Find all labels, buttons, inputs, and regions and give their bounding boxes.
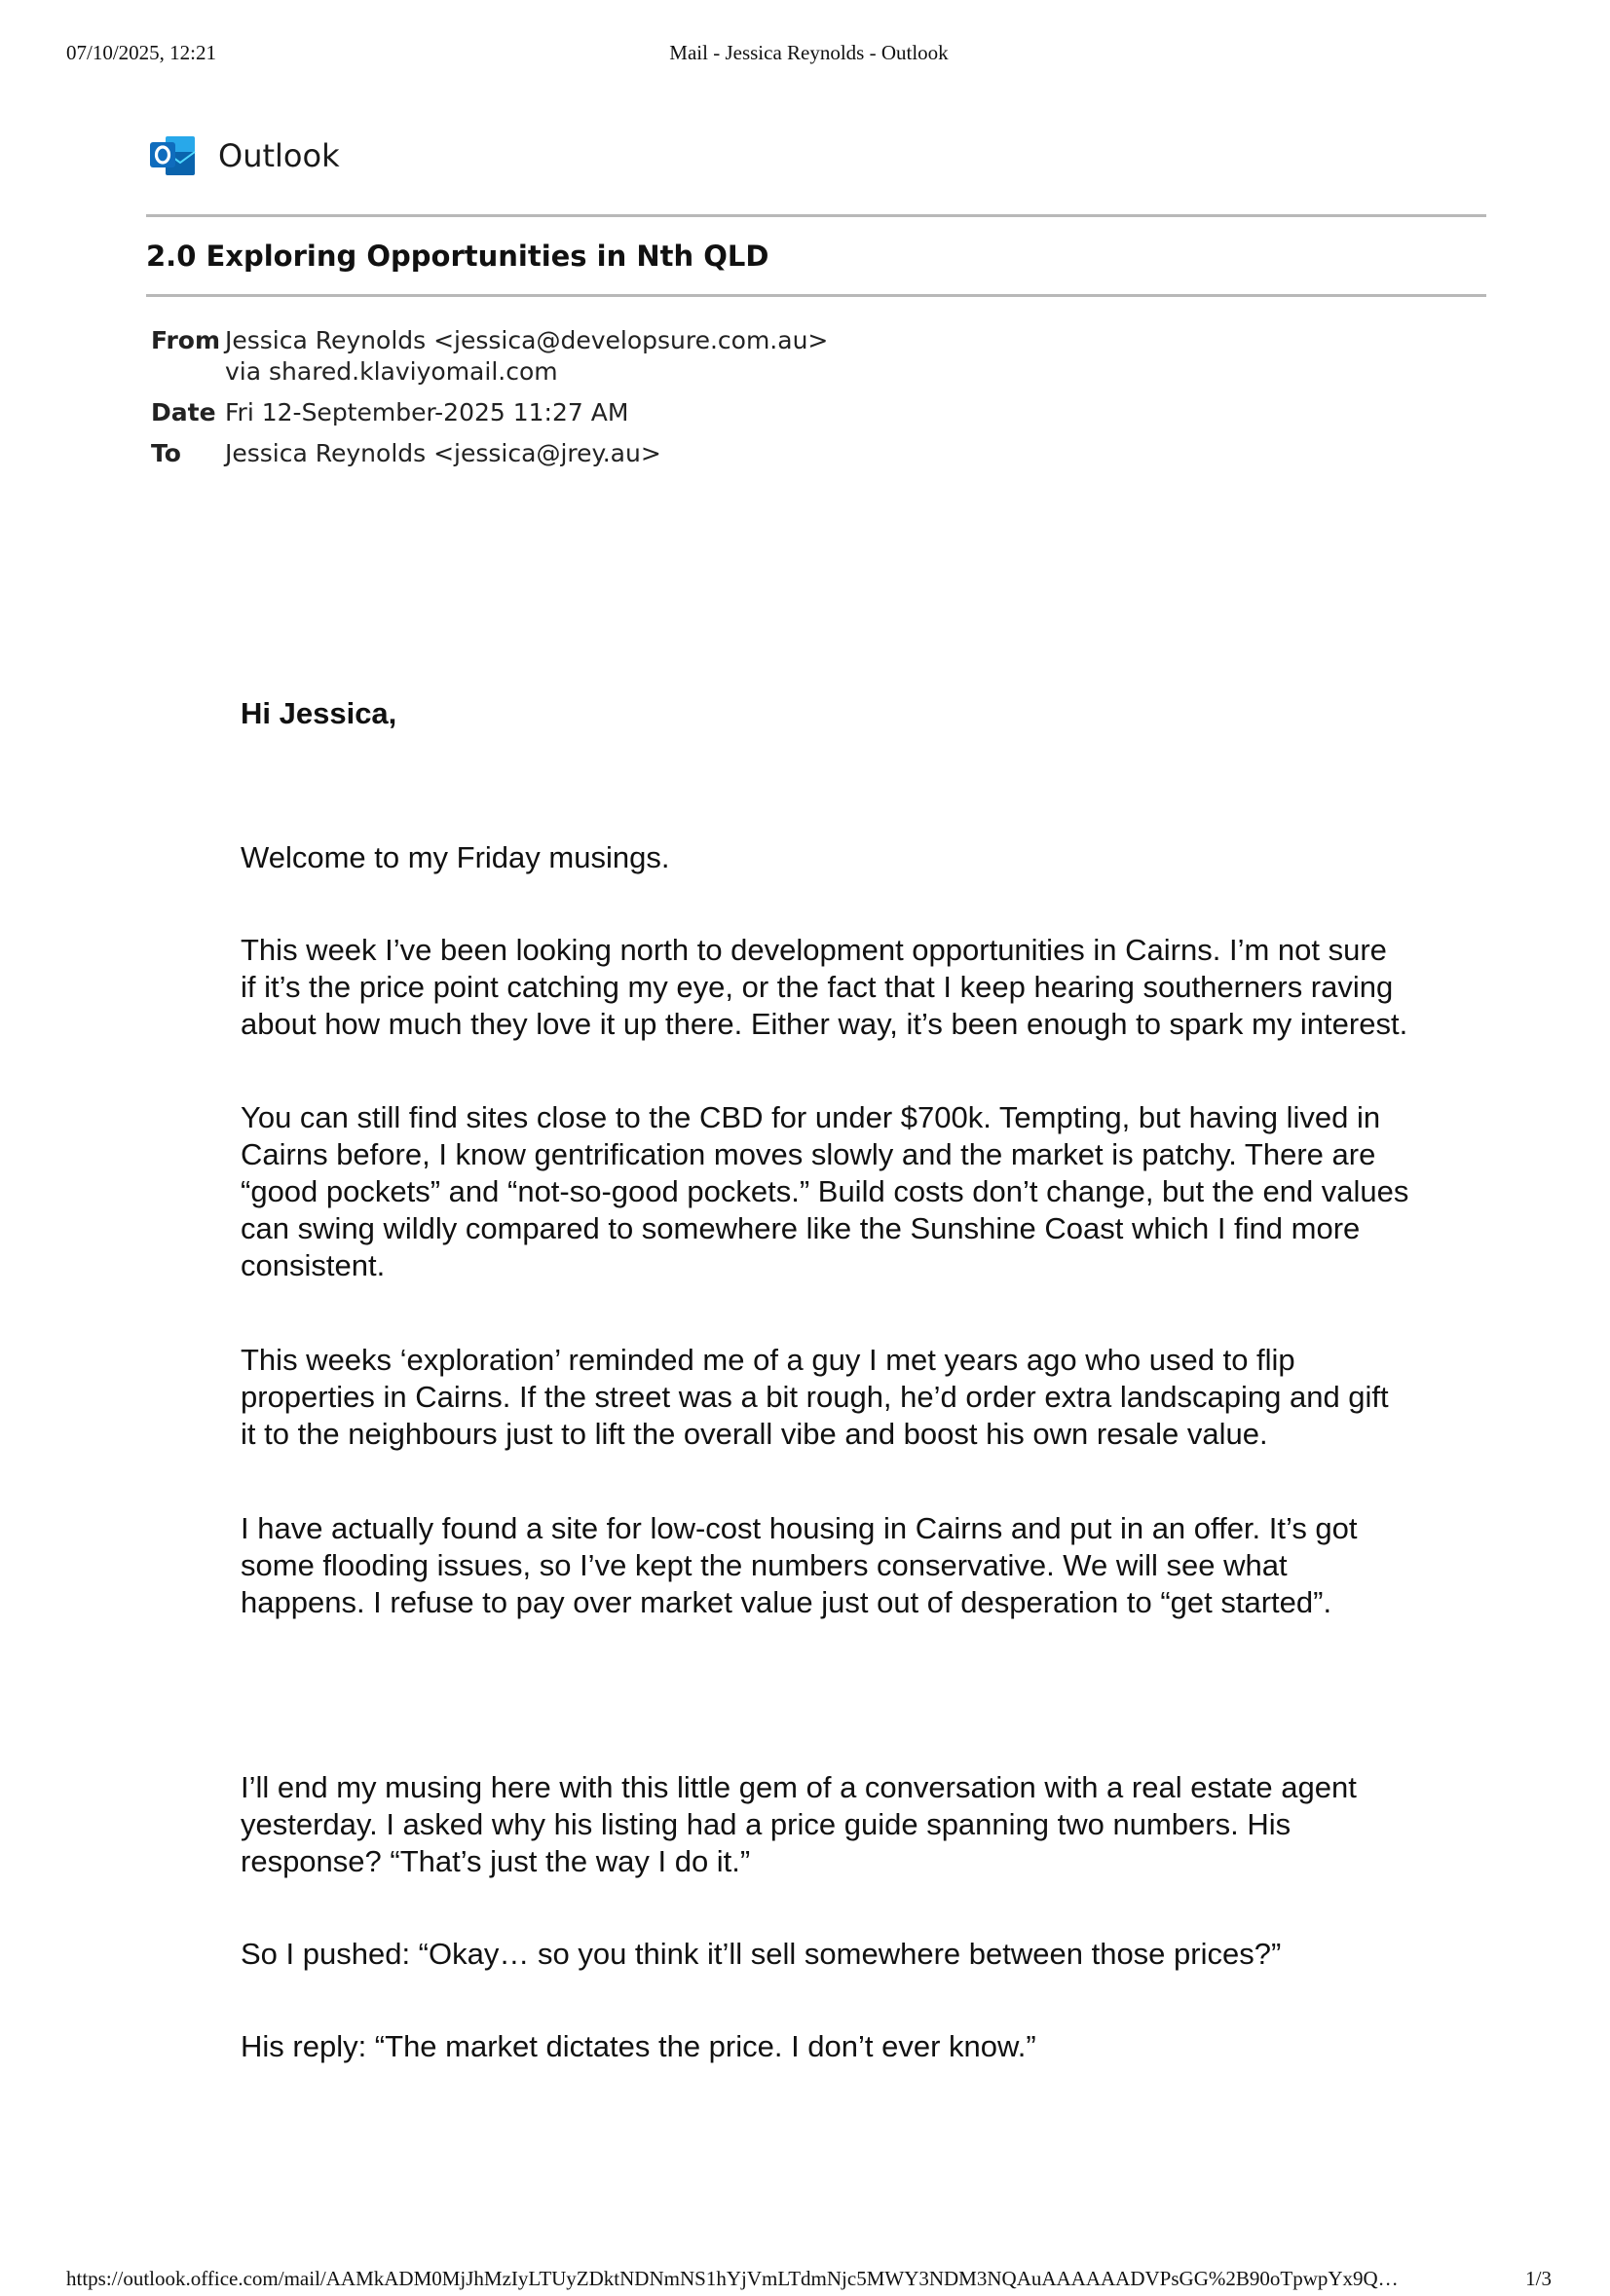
email-paragraph: Welcome to my Friday musings.: [241, 840, 670, 874]
print-page-title: Mail - Jessica Reynolds - Outlook: [669, 41, 949, 64]
date-value: Fri 12-September-2025 11:27 AM: [225, 398, 629, 426]
email-meta: [151, 325, 828, 469]
print-header: [66, 41, 1552, 70]
to-value[interactable]: Jessica Reynolds <jessica@jrey.au>: [225, 439, 661, 467]
email-paragraph: I’ll end my musing here with this little gem of a conversation with a real estate agent yesterday. I asked why his listing had a price guide spanning two numbers. His response? “That’s just the way I do it.”: [241, 1770, 1357, 1878]
date-label: Date: [151, 398, 216, 426]
app-brand: [148, 130, 340, 182]
print-url: https://outlook.office.com/mail/AAMkADM0MjJhMzIyLTUyZDktNDNmNS1hYjVmLTdmNjc5MWY3NDM3NQAuAAAAAADVPsGG%2B90oTpwpYx9Q…: [66, 2267, 1399, 2290]
app-name: Outlook: [218, 137, 340, 174]
page-indicator: 1/3: [1525, 2267, 1552, 2290]
subject-bottom-divider: [146, 294, 1486, 297]
to-label: To: [151, 439, 181, 467]
email-body: [241, 695, 1409, 2065]
email-greeting: Hi Jessica,: [241, 696, 397, 730]
subject-top-divider: [146, 214, 1486, 217]
from-value[interactable]: Jessica Reynolds <jessica@developsure.com.au>: [225, 326, 829, 354]
email-paragraph: I have actually found a site for low-cost housing in Cairns and put in an offer. It’s got some flooding issues, so I’ve kept the numbers conservative. We will see what happens. I refuse to pay over market value just out of desperation to “get started”.: [241, 1511, 1358, 1619]
print-footer: [66, 2267, 1552, 2296]
email-paragraph: This weeks ‘exploration’ reminded me of a guy I met years ago who used to flip properties in Cairns. If the street was a bit rough, he’d order extra landscaping and gift it to the neighbours just to lift the overall vibe and boost his own resale value.: [241, 1343, 1389, 1451]
print-datetime: 07/10/2025, 12:21: [66, 41, 217, 64]
email-paragraph: You can still find sites close to the CBD for under $700k. Tempting, but having lived in Cairns before, I know gentrification moves slowly and the market is patchy. There are “good pockets” and “not-so-good pockets.” Build costs don’t change, but the end values can swing wildly compared to somewhere like the Sunshine Coast which I find more consistent.: [241, 1100, 1409, 1282]
email-subject: 2.0 Exploring Opportunities in Nth QLD: [146, 240, 769, 273]
email-paragraph: This week I’ve been looking north to development opportunities in Cairns. I’m not sure if it’s the price point catching my eye, or the fact that I keep hearing southerners raving about how much they love it up there. Either way, it’s been enough to spark my interest.: [241, 933, 1408, 1041]
email-paragraph: His reply: “The market dictates the price. I don’t ever know.”: [241, 2029, 1036, 2063]
email-paragraph: So I pushed: “Okay… so you think it’ll sell somewhere between those prices?”: [241, 1937, 1282, 1971]
from-label: From: [151, 326, 221, 354]
outlook-logo-icon: [148, 130, 199, 181]
date-row: [151, 397, 828, 428]
from-row: [151, 325, 828, 388]
from-via: via shared.klaviyomail.com: [225, 357, 558, 386]
to-row: [151, 438, 828, 469]
